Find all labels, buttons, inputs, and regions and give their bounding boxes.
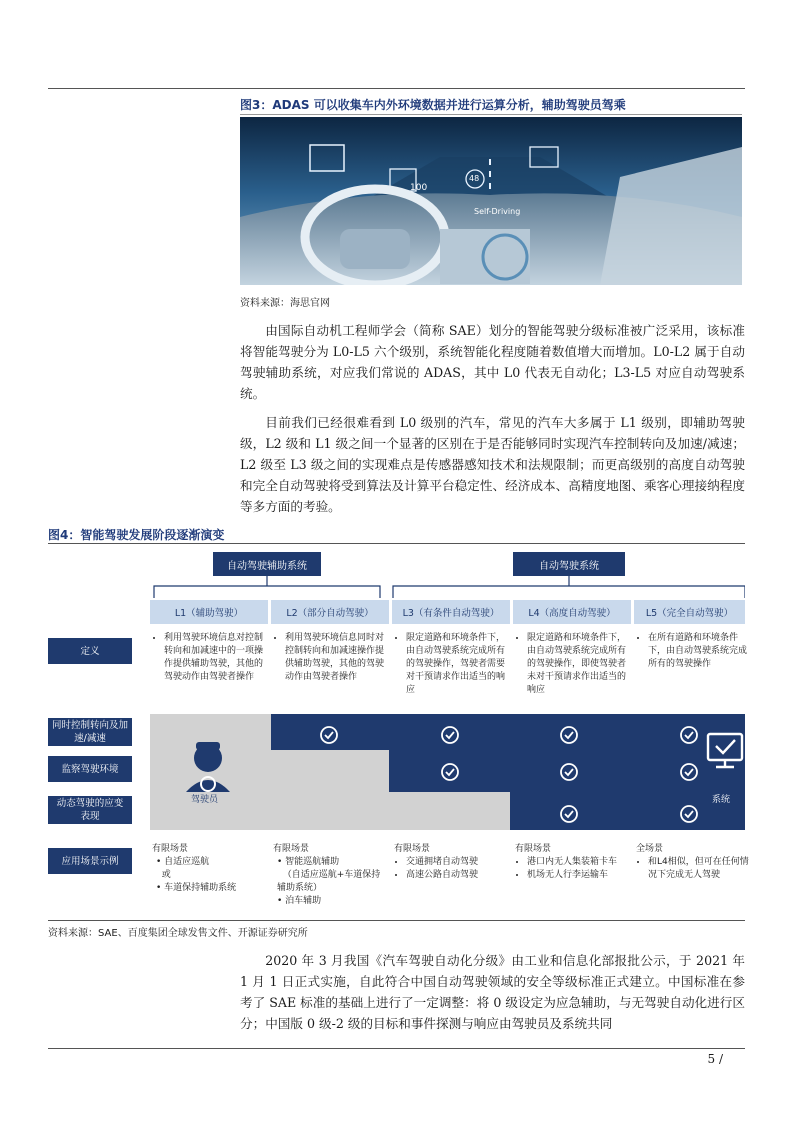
- level-l3: L3（有条件自动驾驶）: [392, 600, 510, 624]
- definition-l4: • 限定道路和环境条件下，由自动驾驶系统完成所有的驾驶操作，即使驾驶者未对干预请求作出适当的响应: [515, 632, 629, 697]
- check-icon: [440, 762, 460, 782]
- figure4-bottom-rule: [48, 920, 745, 921]
- group-brackets: [48, 548, 745, 608]
- level-l2: L2（部分自动驾驶）: [271, 600, 389, 624]
- figure4-title-rule: [48, 543, 745, 544]
- row-label-control: 同时控制转向及加速/减速: [48, 718, 132, 746]
- check-icon: [679, 762, 699, 782]
- adas-image: [240, 117, 742, 285]
- header-rule: [48, 88, 745, 89]
- figure4-title: 图4：智能驾驶发展阶段逐渐演变: [48, 528, 225, 542]
- definition-l2: • 利用驾驶环境信息同时对控制转向和加减速操作提供辅助驾驶，其他的驾驶动作由驾驶者操作: [273, 632, 387, 684]
- check-icon: [319, 725, 339, 745]
- check-icon: [559, 762, 579, 782]
- driver-label: 驾驶员: [191, 795, 219, 805]
- system-label: 系统: [712, 795, 731, 805]
- scenario-l2: 有限场景 • 智能巡航辅助 （自适应巡航+车道保持辅助系统） • 泊车辅助: [273, 844, 381, 906]
- definition-l3: • 限定道路和环境条件下，由自动驾驶系统完成所有的驾驶操作，驾驶者需要对干预请求作出适当的响应: [394, 632, 508, 697]
- page-number: 5 /: [707, 1052, 723, 1066]
- capability-band: [48, 712, 745, 832]
- row-label-scenario: 应用场景示例: [48, 848, 132, 874]
- figure3-title: 图3：ADAS 可以收集车内外环境数据并进行运算分析，辅助驾驶员驾乘: [240, 98, 626, 112]
- scenario-l4: 有限场景 • 港口内无人集装箱卡车 • 机场无人行李运输车: [515, 843, 629, 882]
- definition-l5: • 在所有道路和环境条件下，由自动驾驶系统完成所有的驾驶操作: [636, 632, 750, 671]
- level-l5: L5（完全自动驾驶）: [634, 600, 745, 624]
- footer-rule: [48, 1048, 745, 1049]
- row-label-monitor: 监察驾驶环境: [48, 756, 132, 782]
- figure3-title-rule: [240, 114, 742, 115]
- check-icon: [679, 804, 699, 824]
- level-l4: L4（高度自动驾驶）: [513, 600, 631, 624]
- check-icon: [559, 725, 579, 745]
- check-icon: [559, 804, 579, 824]
- paragraph-levels: 目前我们已经很难看到 L0 级别的汽车，常见的汽车大多属于 L1 级别，即辅助驾驶级，L2 级和 L1 级之间一个显著的区别在于是否能够同时实现汽车控制转向及加速/减速；L2 级至 L3 级之间的实现难点是传感器感知技术和法规限制；而更高级别的高度自动驾驶和完全自动驾驶将受到算法及计算平台稳定性、经济成本、高精度地图、乘客心理接纳程度等多方面的考验。: [240, 415, 745, 514]
- check-icon: [679, 725, 699, 745]
- adas-image-svg: [240, 117, 742, 285]
- body-section-1: [240, 320, 745, 525]
- levels-diagram: [48, 548, 749, 915]
- body-section-2: [240, 950, 745, 1042]
- hud-speed: 100: [410, 183, 428, 193]
- row-label-dynamic: 动态驾驶的应变表现: [48, 796, 132, 824]
- paragraph-sae: 由国际自动机工程师学会（简称 SAE）划分的智能驾驶分级标准被广泛采用，该标准将智能驾驶分为 L0-L5 六个级别，系统智能化程度随着数值增大而增加。L0-L2 属于自动驾驶辅助系统，对应我们常说的 ADAS，其中 L0 代表无自动化；L3-L5 对应自动驾驶系统。: [240, 323, 745, 401]
- scenario-l1: 有限场景 • 自适应巡航 或 • 车道保持辅助系统: [152, 844, 237, 893]
- check-icon: [440, 725, 460, 745]
- figure3-source: 资料来源：海思官网: [240, 298, 330, 309]
- level-l1: L1（辅助驾驶）: [150, 600, 268, 624]
- definition-l1: • 利用驾驶环境信息对控制转向和加减速中的一项操作提供辅助驾驶，其他的驾驶动作由驾驶者操作: [152, 632, 266, 684]
- paragraph-china-standard: 2020 年 3 月我国《汽车驾驶自动化分级》由工业和信息化部报批公示，于 2021 年 1 月 1 日正式实施，自此符合中国自动驾驶领域的安全等级标准正式建立。中国标准在参考了 SAE 标准的基础上进行了一定调整：将 0 级设定为应急辅助，与无驾驶自动化进行区分；中国版 0 级-2 级的目标和事件探测与响应由驾驶员及系统共同: [240, 953, 745, 1031]
- self-driving-badge: Self-Driving: [474, 207, 521, 216]
- figure4-source: 资料来源：SAE、百度集团全球发售文件、开源证券研究所: [48, 928, 308, 939]
- group-autonomous: 自动驾驶系统: [513, 552, 625, 576]
- group-assist: 自动驾驶辅助系统: [213, 552, 321, 576]
- row-label-definition: 定义: [48, 638, 132, 664]
- scenario-l5: 全场景 • 和L4相似，但可在任何情况下完成无人驾驶: [636, 843, 750, 882]
- hud-sign: 48: [469, 174, 480, 183]
- scenario-l3: 有限场景 • 交通拥堵自动驾驶 • 高速公路自动驾驶: [394, 843, 508, 882]
